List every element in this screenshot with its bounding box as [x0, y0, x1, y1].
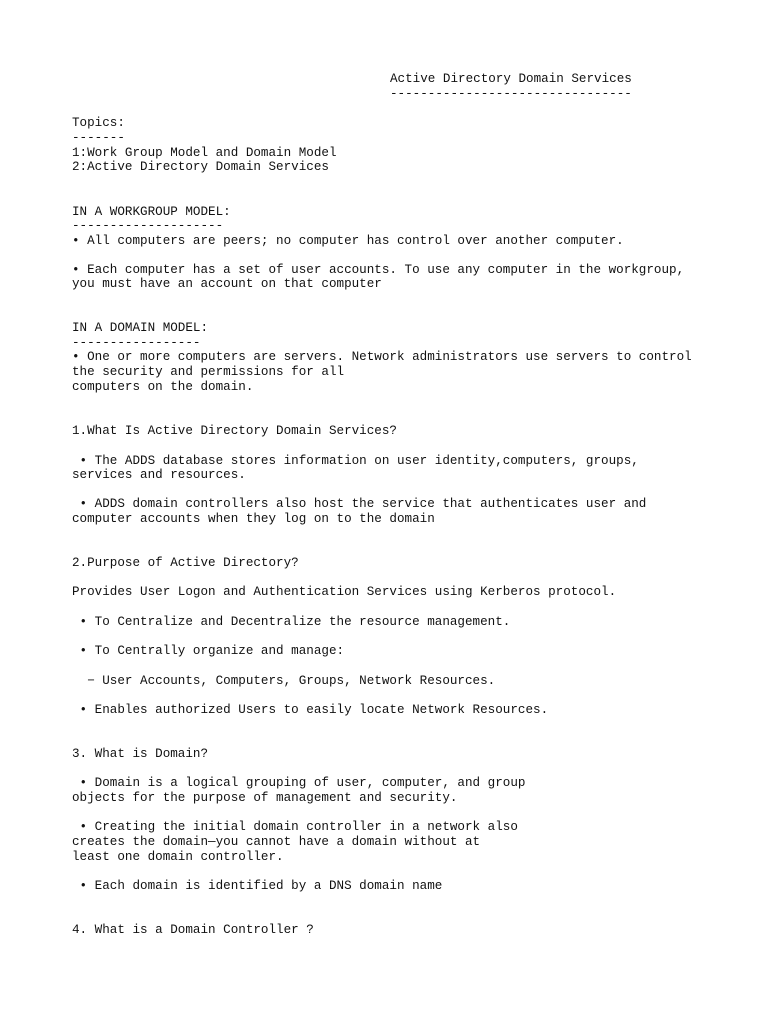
- section1-bullet: • The ADDS database stores information on user identity,computers, groups,: [72, 454, 639, 468]
- domain-model-bullet-cont: computers on the domain.: [72, 380, 254, 394]
- section1-bullet-cont: services and resources.: [72, 468, 246, 482]
- section2-heading: 2.Purpose of Active Directory?: [72, 556, 299, 570]
- domain-model-rule: -----------------: [72, 336, 201, 350]
- workgroup-rule: --------------------: [72, 219, 224, 233]
- workgroup-bullet: • Each computer has a set of user accounts. To use any computer in the workgroup,: [72, 263, 685, 277]
- title-rule: --------------------------------: [390, 87, 632, 101]
- section3-bullet: • Each domain is identified by a DNS domain name: [72, 879, 443, 893]
- section3-bullet: • Creating the initial domain controller in a network also: [72, 820, 518, 834]
- section3-bullet-cont: creates the domain—you cannot have a domain without at: [72, 835, 481, 849]
- section2-intro: Provides User Logon and Authentication Services using Kerberos protocol.: [72, 585, 617, 599]
- domain-model-bullet-cont: the security and permissions for all: [72, 365, 345, 379]
- domain-model-heading: IN A DOMAIN MODEL:: [72, 321, 209, 335]
- topics-heading: Topics:: [72, 116, 125, 130]
- topic-item: 1:Work Group Model and Domain Model: [72, 146, 337, 160]
- section1-bullet-cont: computer accounts when they log on to the domain: [72, 512, 435, 526]
- section1-heading: 1.What Is Active Directory Domain Services?: [72, 424, 397, 438]
- workgroup-heading: IN A WORKGROUP MODEL:: [72, 205, 231, 219]
- workgroup-bullet: • All computers are peers; no computer has control over another computer.: [72, 234, 624, 248]
- section3-heading: 3. What is Domain?: [72, 747, 209, 761]
- section2-bullet: • To Centrally organize and manage:: [72, 644, 345, 658]
- section2-bullet: • To Centralize and Decentralize the resource management.: [72, 615, 511, 629]
- section3-bullet-cont: least one domain controller.: [72, 850, 284, 864]
- workgroup-bullet-cont: you must have an account on that computer: [72, 277, 382, 291]
- section2-bullet: • Enables authorized Users to easily locate Network Resources.: [72, 703, 549, 717]
- document-title: Active Directory Domain Services: [390, 72, 632, 86]
- section4-heading: 4. What is a Domain Controller ?: [72, 923, 314, 937]
- topic-item: 2:Active Directory Domain Services: [72, 160, 329, 174]
- topics-rule: -------: [72, 131, 125, 145]
- section2-sub-bullet: − User Accounts, Computers, Groups, Network Resources.: [72, 674, 496, 688]
- section3-bullet: • Domain is a logical grouping of user, computer, and group: [72, 776, 526, 790]
- section3-bullet-cont: objects for the purpose of management and security.: [72, 791, 458, 805]
- domain-model-bullet: • One or more computers are servers. Network administrators use servers to control: [72, 350, 692, 364]
- section1-bullet: • ADDS domain controllers also host the service that authenticates user and: [72, 497, 647, 511]
